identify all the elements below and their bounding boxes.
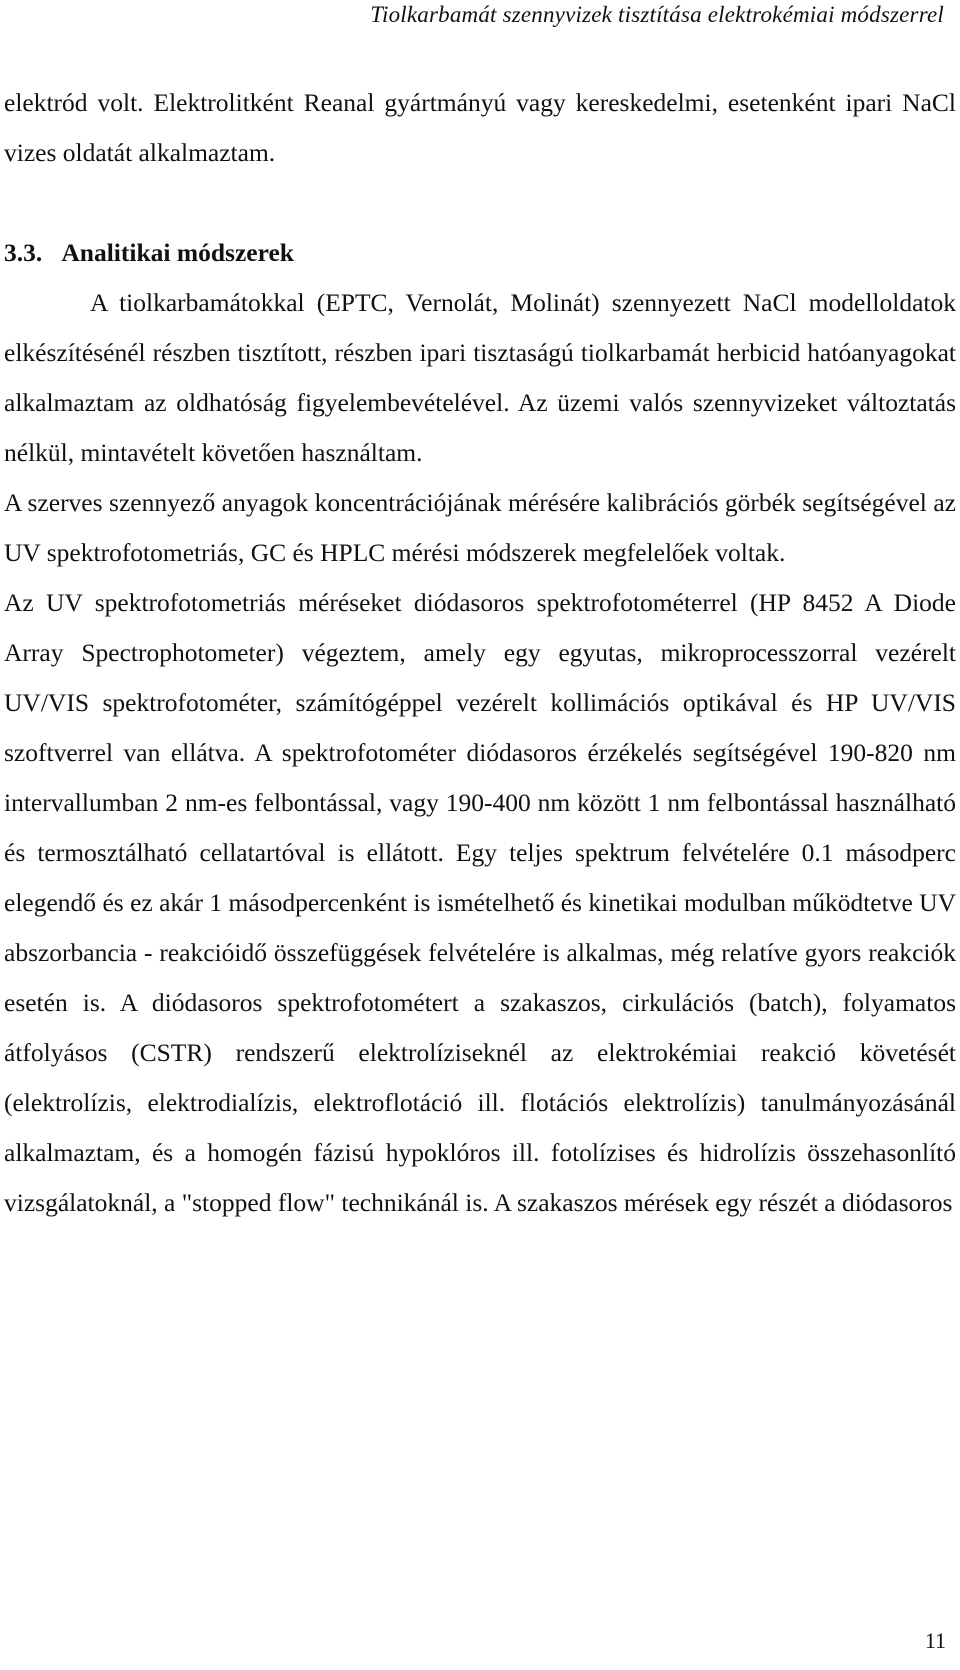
section-number: 3.3.: [4, 238, 43, 267]
page-number: 11: [924, 1628, 946, 1653]
intro-paragraph: elektród volt. Elektrolitként Reanal gyártmányú vagy kereskedelmi, esetenként ipari NaCl vizes oldatát alkalmaztam.: [4, 88, 956, 167]
paragraph-calibration: A szerves szennyező anyagok koncentrációjának mérésére kalibrációs görbék segítségével az UV spektrofotometriás, GC és HPLC mérési módszerek megfelelőek voltak.: [4, 488, 956, 567]
section-title: Analitikai módszerek: [61, 238, 294, 267]
paragraph-uv-spectrophotometry: Az UV spektrofotometriás méréseket diódasoros spektrofotométerrel (HP 8452 A Diode Array Spectrophotometer) végeztem, amely egy egyutas, mikroprocesszorral vezérelt UV/VIS spektrofotométer, számítógéppel vezérelt kollimációs optikával és HP UV/VIS szoftverrel van ellátva. A spektrofotométer diódasoros érzékelés segítségével 190-820 nm intervallumban 2 nm-es felbontással, vagy 190-400 nm között 1 nm felbontással használható és termosztálható cellatartóval is ellátott. Egy teljes spektrum felvételére 0.1 másodperc elegendő és ez akár 1 másodpercenként is ismételhető és kinetikai modulban működtetve UV abszorbancia - reakcióidő összefüggések felvételére is alkalmas, még relatíve gyors reakciók esetén is. A diódasoros spektrofotométert a szakaszos, cirkulációs (batch), folyamatos átfolyásos (CSTR) rendszerű elektrolíziseknél az elektrokémiai reakció követését (elektrolízis, elektrodialízis, elektroflotáció ill. flotációs elektrolízis) tanulmányozásánál alkalmaztam, és a homogén fázisú hypoklóros ill. fotolízises és hidrolízis összehasonlító vizsgálatoknál, a "stopped flow" technikánál is. A szakaszos mérések egy részét a diódasoros: [4, 588, 956, 1217]
paragraph-materials: A tiolkarbamátokkal (EPTC, Vernolát, Molinát) szennyezett NaCl modelloldatok elkészítésénél részben tisztított, részben ipari tisztaságú tiolkarbamát herbicid hatóanyagokat alkalmaztam az oldhatóság figyelembevételével. Az üzemi valós szennyvizeket változtatás nélkül, mintavételt követően használtam.: [4, 288, 956, 467]
running-header: Tiolkarbamát szennyvizek tisztítása elektrokémiai módszerrel: [370, 2, 944, 27]
section-heading: [4, 228, 956, 278]
page-body: [4, 78, 956, 1228]
